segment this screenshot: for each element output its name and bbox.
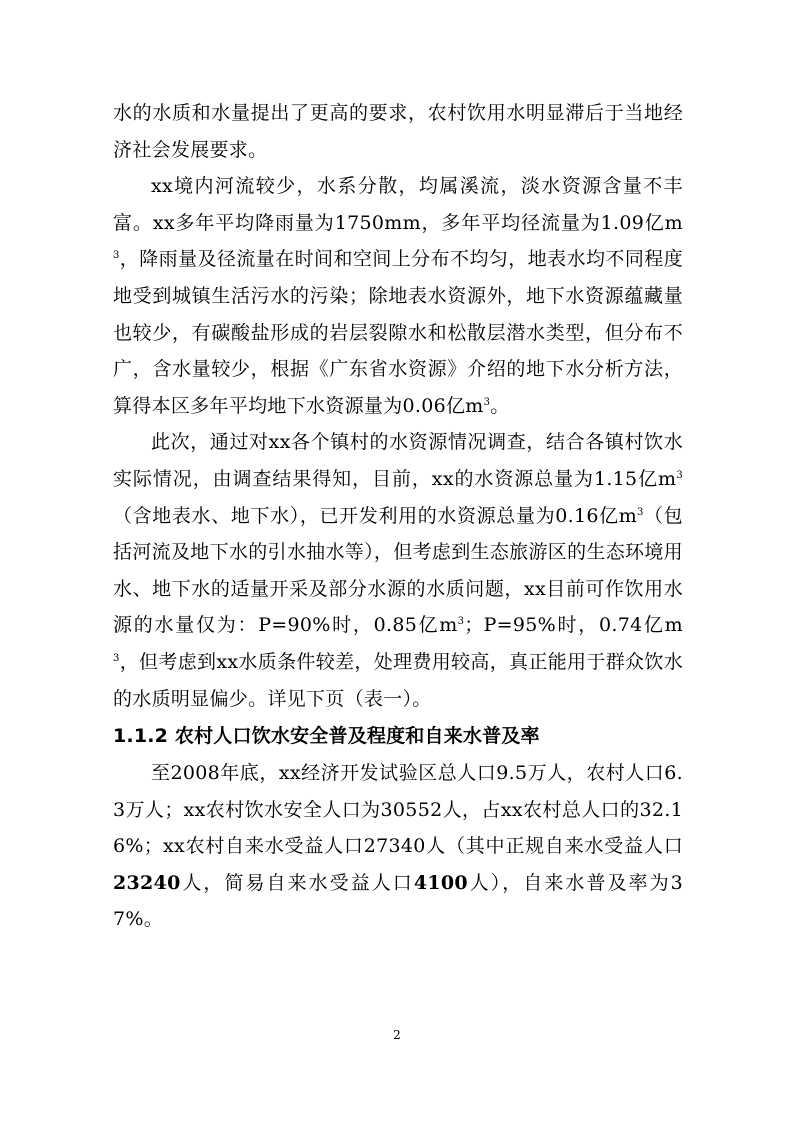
document-page	[113, 95, 683, 938]
text-run: ，降雨量及径流量在时间和空间上分布不均匀，地表水均不同程度地受到城镇生活污水的污染；除地表水资源外，地下水资源蕴藏量也较少，有碳酸盐形成的岩层裂隙水和松散层潜水类型，但分布不广，含水量较少，根据《广东省水资源》介绍的地下水分析方法，算得本区多年平均地下水资源量为0.06亿m	[113, 248, 683, 417]
paragraph-water-resources	[113, 168, 683, 424]
superscript: 3	[483, 396, 491, 408]
paragraph-survey	[113, 424, 683, 717]
paragraph-continuation: 水的水质和水量提出了更高的要求，农村饮用水明显滞后于当地经济社会发展要求。	[113, 102, 683, 161]
text-run: 此次，通过对xx各个镇村的水资源情况调查，结合各镇村饮水实际情况，由调查结果得知，目前，xx的水资源总量为1.15亿m	[113, 431, 683, 490]
paragraph-population	[113, 755, 683, 938]
bold-number: 4100	[413, 871, 468, 894]
text-run: ，但考虑到xx水质条件较差，处理费用较高，真正能用于群众饮水的水质明显偏少。详见下页（表一）。	[113, 650, 683, 710]
superscript: 3	[637, 506, 644, 518]
text-run: 至2008年底，xx经济开发试验区总人口9.5万人，农村人口6.3万人；xx农村饮水安全人口为30552人，占xx农村总人口的32.16%；xx农村自来水受益人口27340人（其中正规自来水受益人口	[113, 762, 683, 858]
text-run: 。	[490, 394, 510, 417]
superscript: 3	[113, 652, 120, 664]
text-run: 人），自来水普及率为37%。	[113, 871, 684, 931]
text-run: （包括河流及地下水的引水抽水等），但考虑到生态旅游区的生态环境用水、地下水的适量开采及部分水源的水质问题，xx目前可作饮用水源的水量仅为：P=90%时，0.85亿m	[113, 504, 683, 637]
section-heading: 1.1.2 农村人口饮水安全普及程度和自来水普及率	[113, 725, 540, 748]
text-run: 人，简易自来水受益人口	[180, 871, 414, 894]
text-run: （含地表水、地下水），已开发利用的水资源总量为0.16亿m	[113, 504, 638, 527]
text-run: xx境内河流较少，水系分散，均属溪流，淡水资源含量不丰富。xx多年平均降雨量为1750mm，多年平均径流量为1.09亿m	[113, 175, 683, 234]
bold-number: 23240	[113, 871, 181, 894]
superscript: 3	[676, 469, 683, 481]
superscript: 3	[457, 616, 465, 628]
superscript: 3	[113, 250, 120, 262]
text-run: ；P=95%时，0.74亿m	[464, 614, 683, 637]
page-number: 2	[393, 1028, 401, 1042]
